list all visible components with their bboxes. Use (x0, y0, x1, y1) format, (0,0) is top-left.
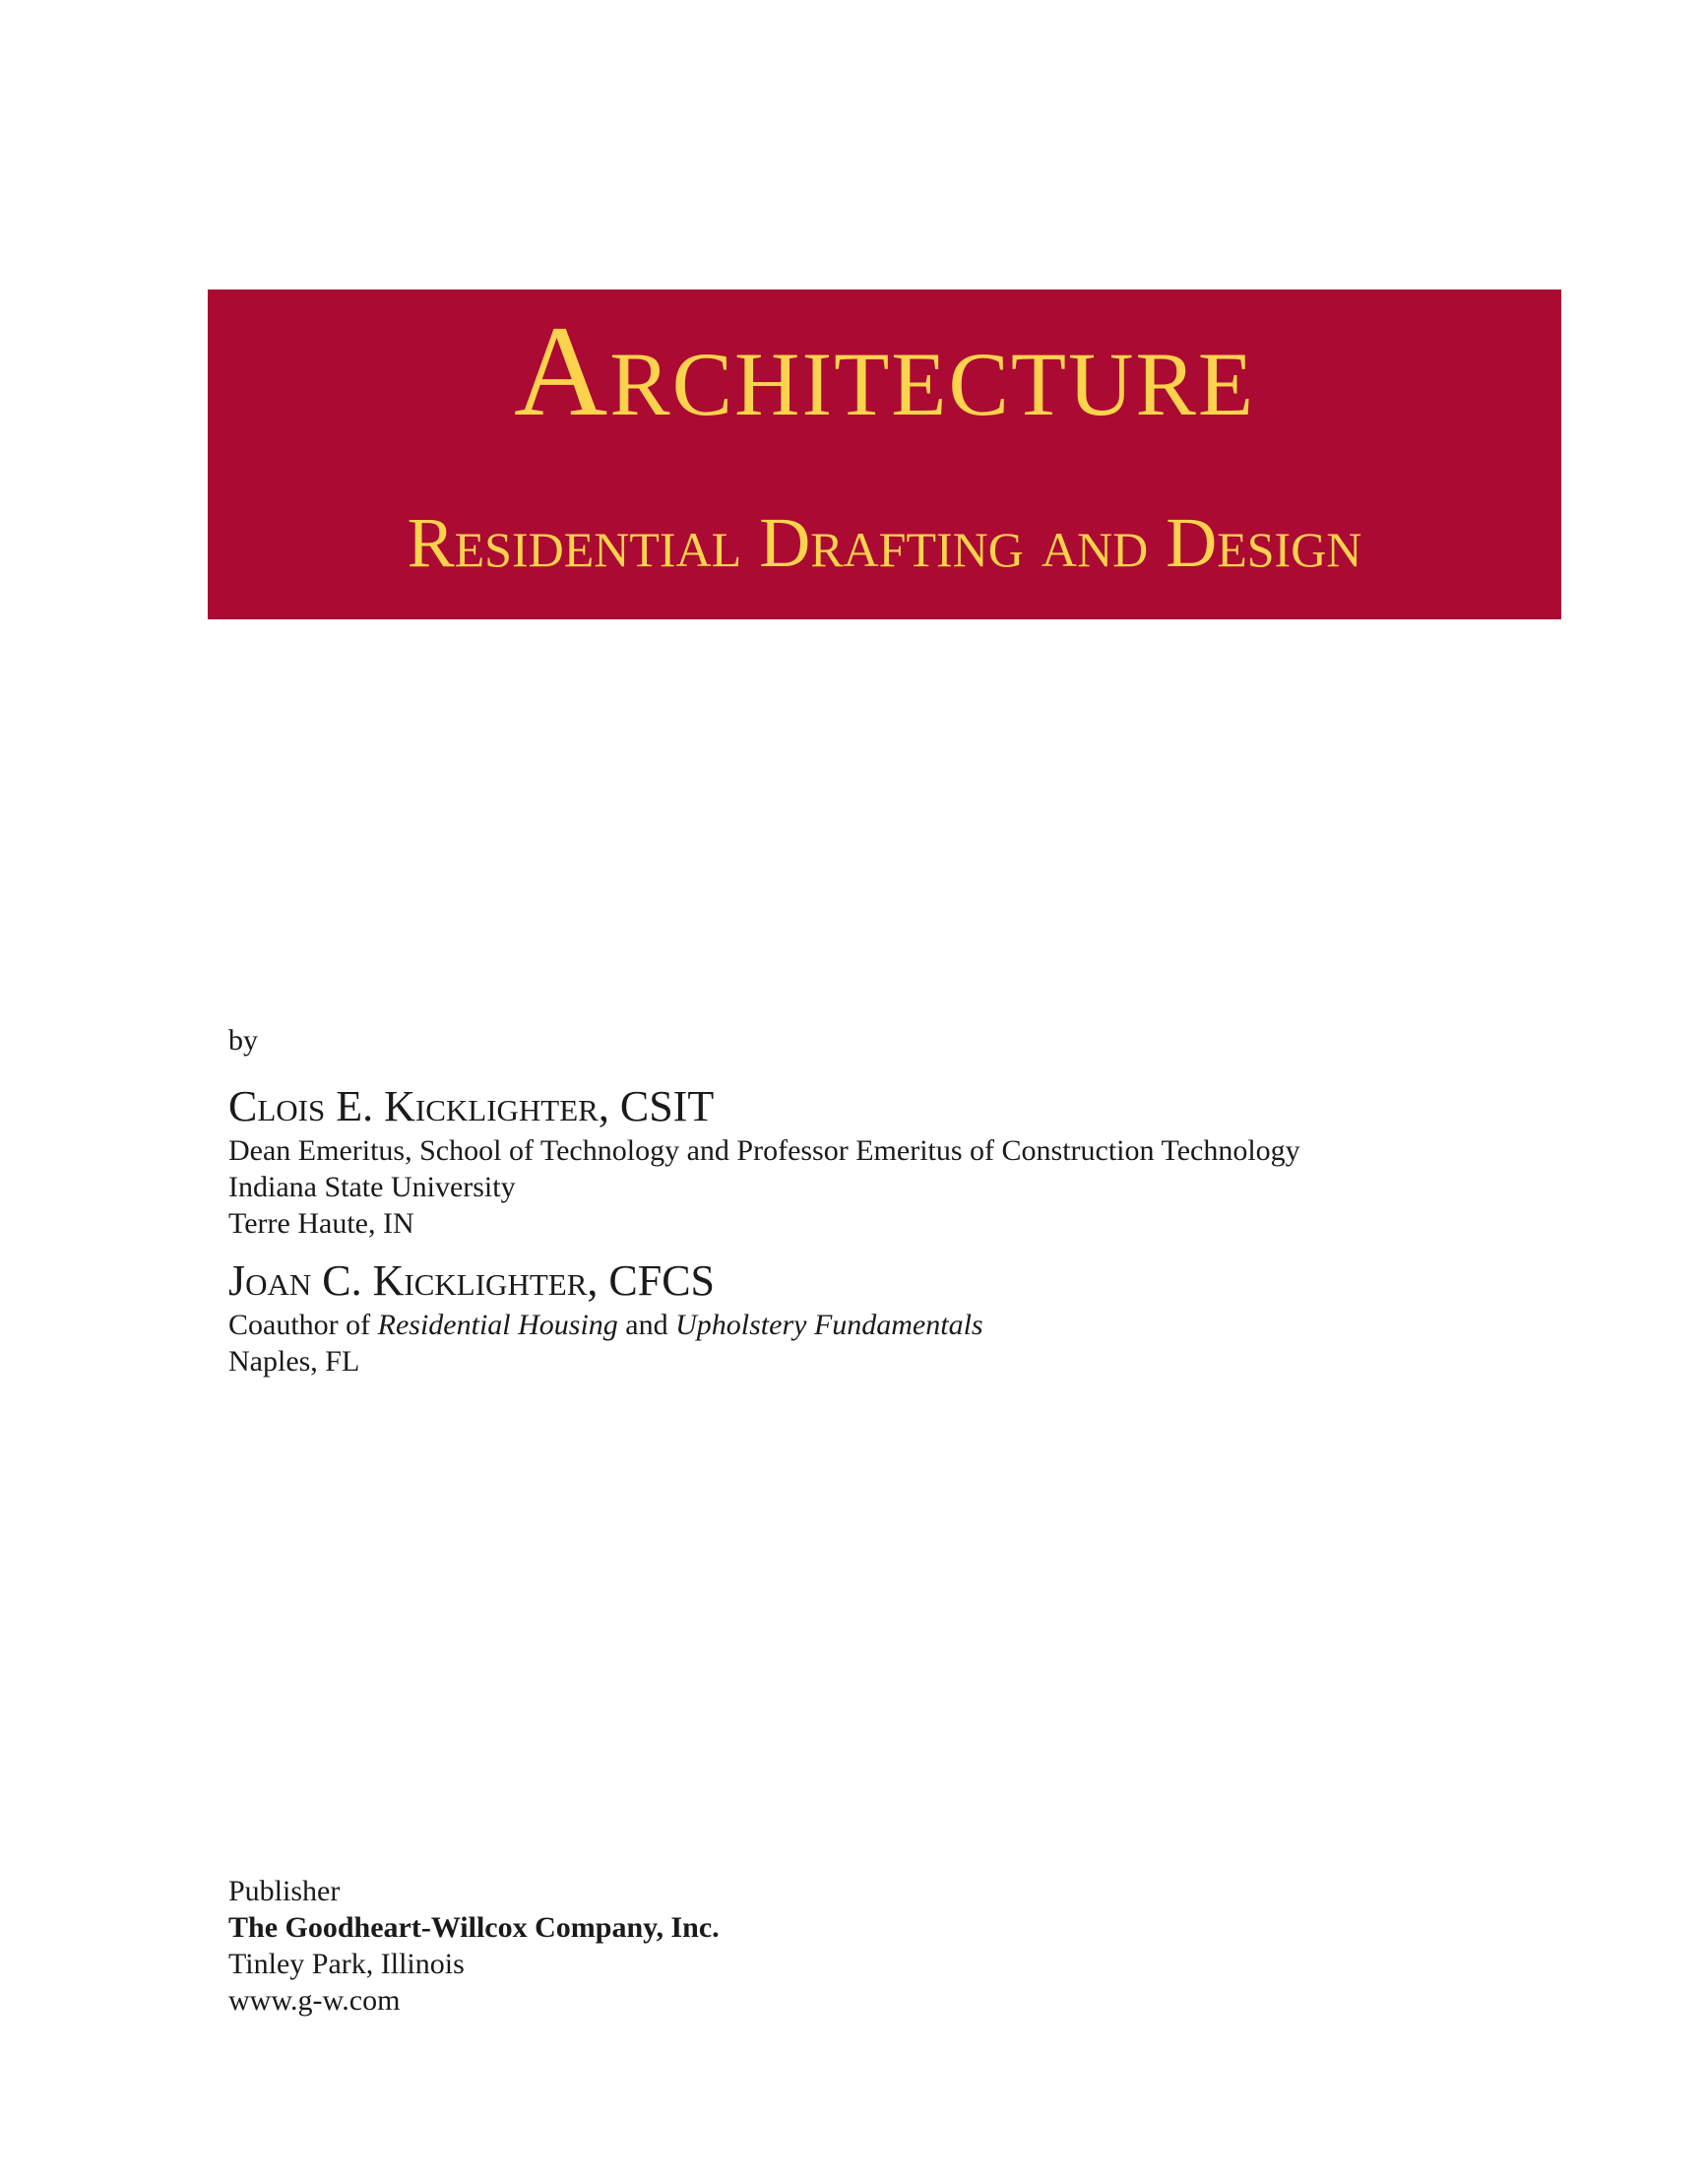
author-location: Terre Haute, IN (228, 1207, 414, 1240)
author-name: Joan C. Kicklighter, CFCS (228, 1256, 716, 1305)
author-institution: Indiana State University (228, 1171, 516, 1203)
author-location: Naples, FL (228, 1345, 360, 1378)
coauthor-and: and (617, 1309, 676, 1341)
coauthor-prefix: Coauthor of (228, 1309, 378, 1341)
author-credits (228, 1307, 983, 1343)
publisher-name: The Goodheart-Willcox Company, Inc. (228, 1911, 720, 1944)
publisher-website: www.g-w.com (228, 1984, 401, 2017)
title-banner (208, 289, 1561, 619)
coauthor-book-title: Residential Housing (377, 1309, 618, 1341)
author-title: Dean Emeritus, School of Technology and Professor Emeritus of Construction Technology (228, 1134, 1300, 1167)
publisher-block (228, 1873, 720, 2019)
publisher-location: Tinley Park, Illinois (228, 1948, 465, 1980)
book-title: Architecture (513, 298, 1256, 443)
coauthor-book-title: Upholstery Fundamentals (675, 1309, 983, 1341)
author-name: Clois E. Kicklighter, CSIT (228, 1082, 715, 1130)
author-block-clois (228, 1081, 1300, 1242)
byline: by (228, 1024, 258, 1057)
book-subtitle: Residential Drafting and Design (407, 503, 1362, 582)
publisher-label: Publisher (228, 1875, 341, 1907)
author-block-joan (228, 1255, 983, 1380)
